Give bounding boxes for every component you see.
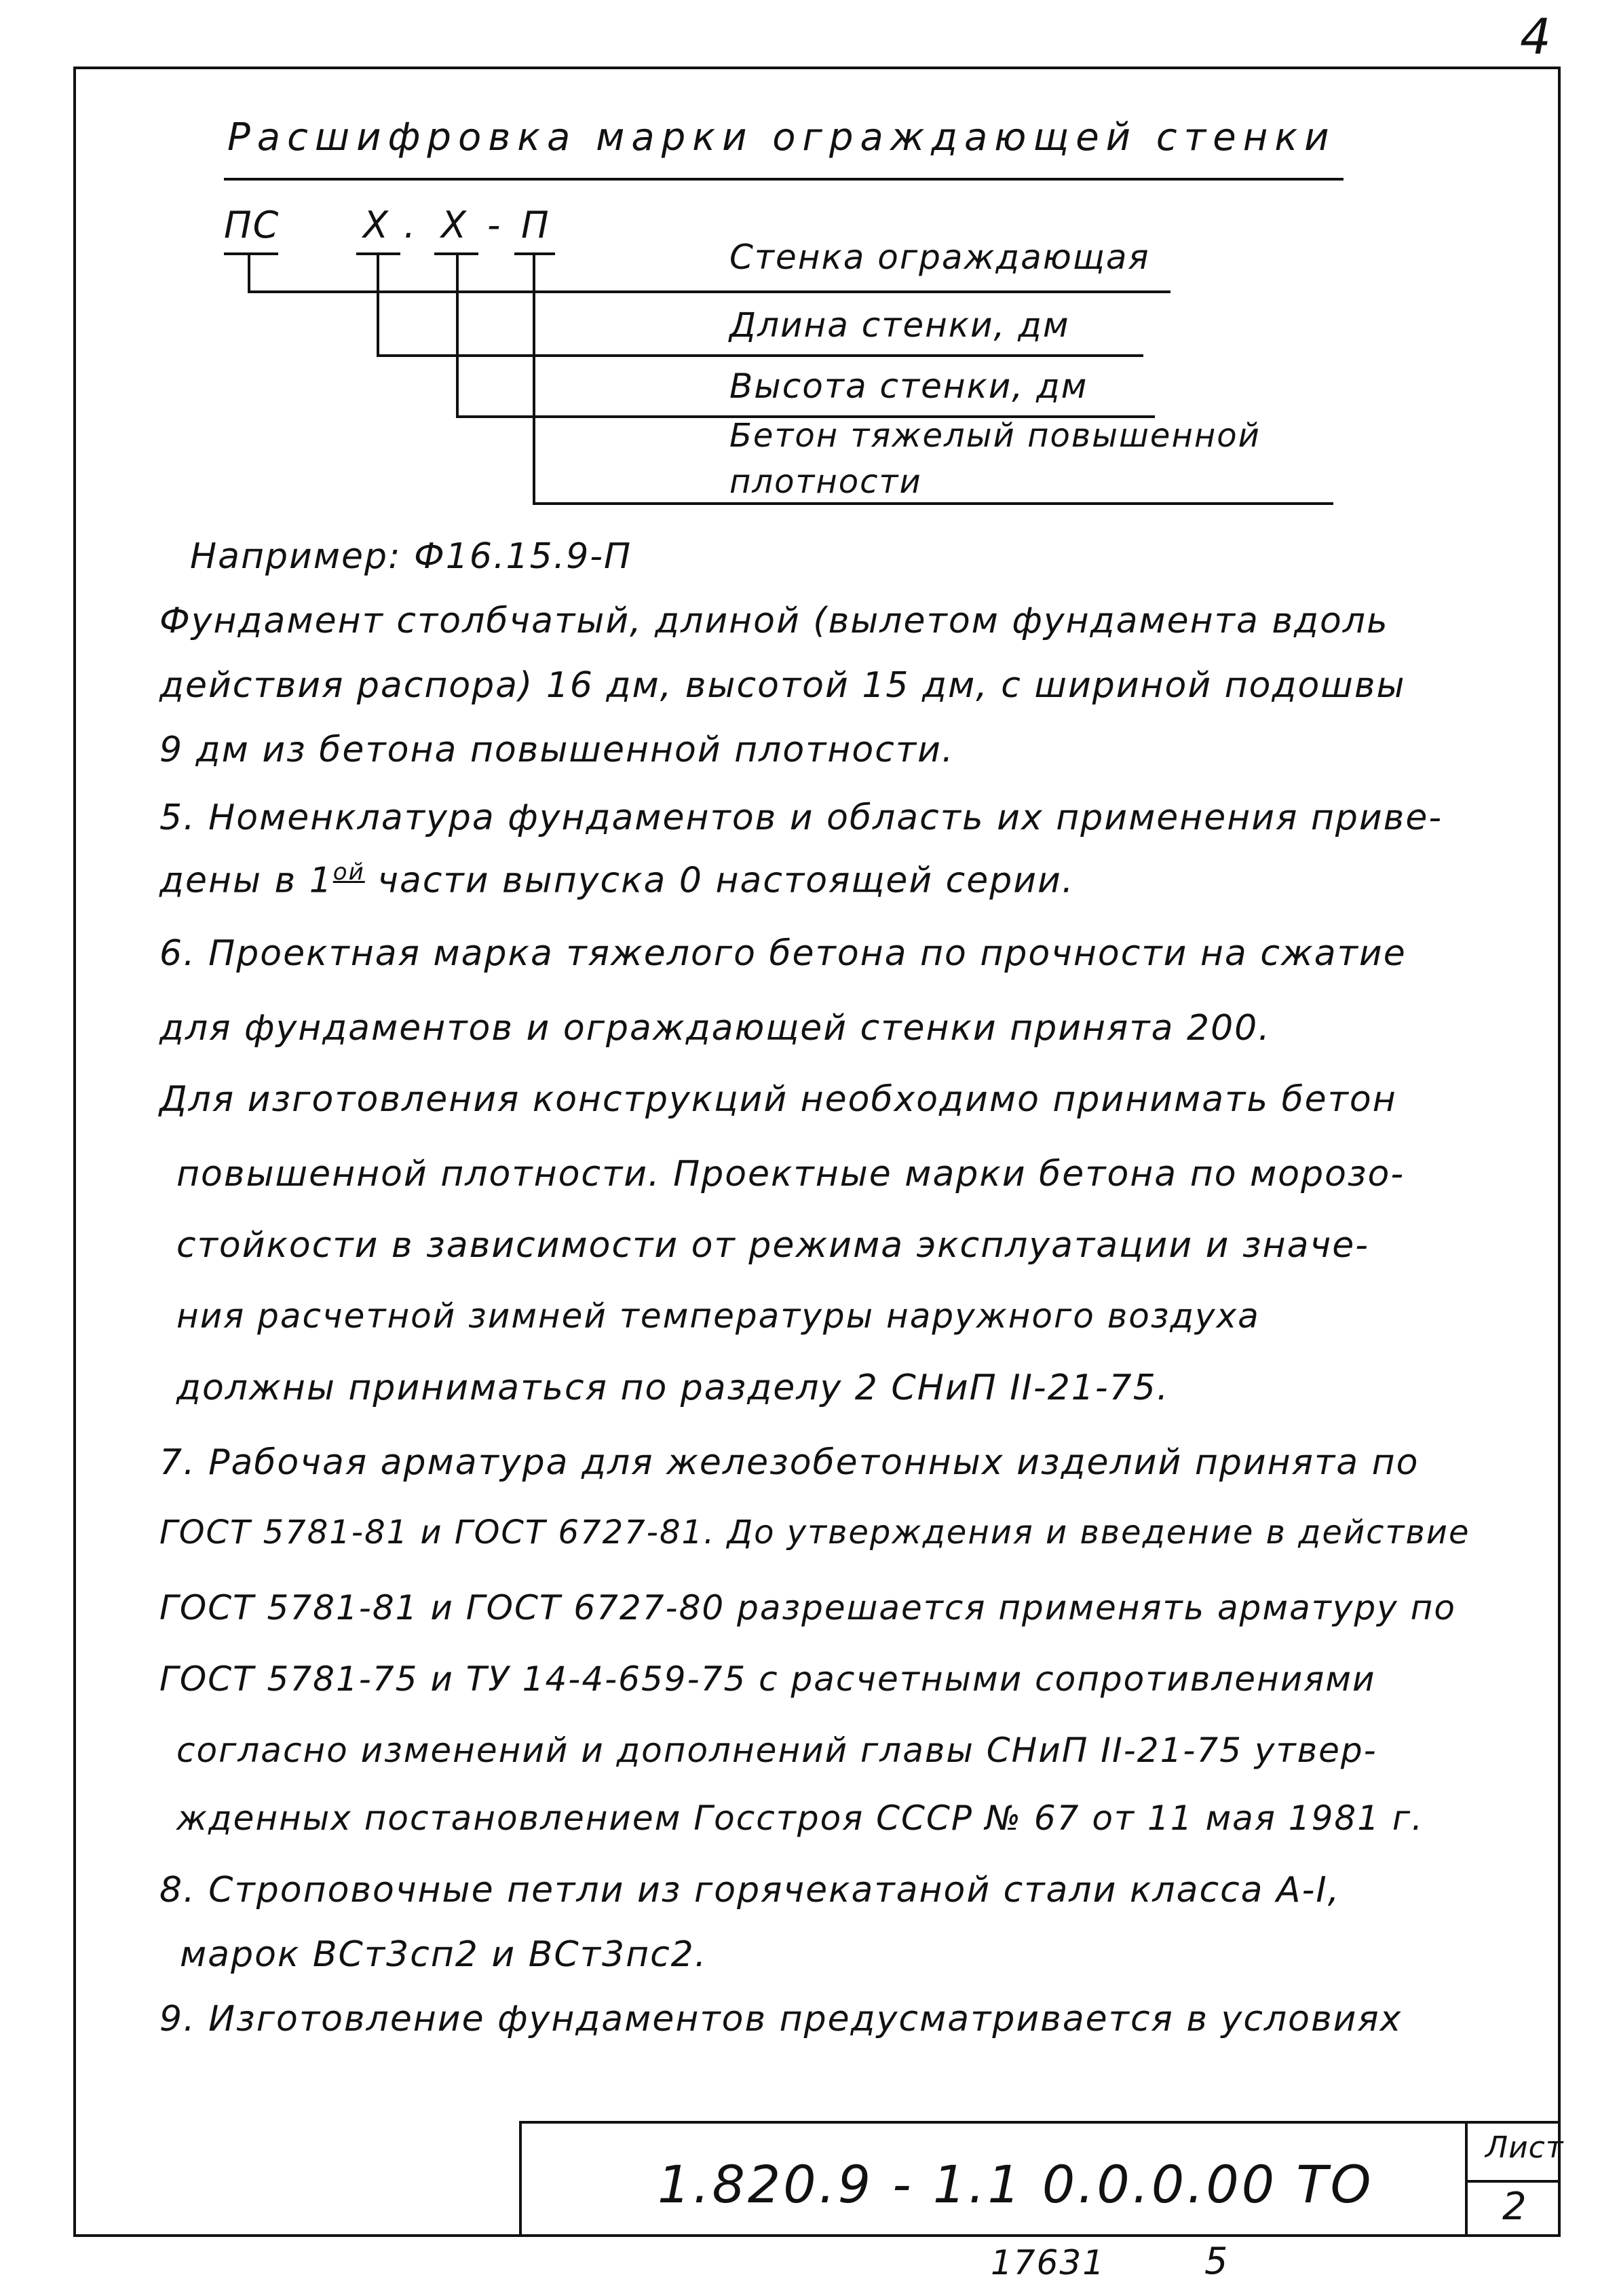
p5-superscript: ой — [332, 859, 365, 886]
page-corner-number: 4 — [1520, 8, 1551, 65]
legend-concrete-2: плотности — [729, 463, 922, 501]
format-number: 5 — [1204, 2240, 1230, 2282]
p6-line-3: Для изготовления конструкций необходимо принимать бетон — [159, 1079, 1397, 1120]
heading-underline — [224, 178, 1344, 181]
mark-code-x1: Х — [363, 204, 389, 246]
underline-pc — [224, 252, 278, 255]
leader-p-vertical — [533, 252, 535, 505]
title-block — [519, 2121, 1564, 2237]
p7-line-3: ГОСТ 5781-81 и ГОСТ 6727-80 разрешается применять арматуру по — [159, 1588, 1456, 1627]
p6-line-6: ния расчетной зимней температуры наружного воздуха — [176, 1296, 1260, 1336]
leader-pc-vertical — [248, 252, 250, 293]
sheet-number: 2 — [1502, 2185, 1528, 2229]
p6-line-7: должны приниматься по разделу 2 СНиП II-21-75. — [176, 1368, 1170, 1408]
p7-line-6: жденных постановлением Госстроя СССР № 67 от 11 мая 1981 г. — [176, 1799, 1424, 1838]
p8-line-2: марок ВСт3сп2 и ВСт3пс2. — [180, 1934, 708, 1975]
legend-height: Высота стенки, дм — [729, 366, 1088, 406]
p7-line-5: согласно изменений и дополнений главы СНиП II-21-75 утвер- — [176, 1731, 1377, 1770]
mark-code-p: П — [521, 204, 550, 246]
p6-line-4: повышенной плотности. Проектные марки бетона по морозо- — [176, 1154, 1405, 1194]
stamp-sheet-divider — [1465, 2180, 1561, 2183]
mark-code-pc: ПС — [224, 204, 280, 246]
mark-dot: . — [404, 204, 417, 246]
inventory-number: 17631 — [991, 2243, 1106, 2282]
p6-line-1: 6. Проектная марка тяжелого бетона по прочности на сжатие — [159, 933, 1407, 974]
leader-x2-vertical — [456, 252, 459, 418]
document-designation: 1.820.9 - 1.1 0.0.0.00 ТО — [658, 2154, 1374, 2215]
example-line-2: действия распора) 16 дм, высотой 15 дм, с шириной подошвы — [159, 665, 1406, 706]
legend-wall: Стенка ограждающая — [729, 238, 1150, 277]
p5-line-2 — [159, 859, 1074, 901]
p7-line-4: ГОСТ 5781-75 и ТУ 14-4-659-75 с расчетными сопротивлениями — [159, 1659, 1376, 1699]
example-line-3: 9 дм из бетона повышенной плотности. — [159, 730, 955, 770]
p7-line-2: ГОСТ 5781-81 и ГОСТ 6727-81. До утверждения и введение в действие — [159, 1513, 1470, 1551]
leader-x1-vertical — [377, 252, 379, 357]
legend-length: Длина стенки, дм — [729, 305, 1070, 345]
leader-p-horizontal — [533, 502, 1333, 505]
p5-line-2-a: дены в 1 — [159, 860, 333, 901]
heading: Расшифровка марки ограждающей стенки — [227, 115, 1336, 159]
p7-line-1: 7. Рабочая арматура для железобетонных изделий принята по — [159, 1442, 1420, 1483]
mark-code-x2: Х — [441, 204, 468, 246]
p8-line-1: 8. Строповочные петли из горячекатаной стали класса А-I, — [159, 1870, 1341, 1911]
sheet-label: Лист — [1485, 2130, 1564, 2165]
example-line-1: Фундамент столбчатый, длиной (вылетом фундамента вдоль — [159, 601, 1389, 641]
p5-line-2-b: части выпуска 0 настоящей серии. — [364, 860, 1075, 901]
leader-x1-horizontal — [377, 354, 1143, 357]
p5-line-1: 5. Номенклатура фундаментов и область их применения приве- — [159, 797, 1443, 838]
example-title: Например: Ф16.15.9-П — [190, 536, 632, 577]
p6-line-5: стойкости в зависимости от режима эксплуатации и значе- — [176, 1225, 1369, 1266]
p9-line-1: 9. Изготовление фундаментов предусматривается в условиях — [159, 1999, 1403, 2039]
p6-line-2: для фундаментов и ограждающей стенки принята 200. — [159, 1008, 1271, 1049]
mark-dash: - — [487, 204, 502, 246]
leader-pc-horizontal — [248, 290, 1170, 293]
legend-concrete-1: Бетон тяжелый повышенной — [729, 417, 1261, 455]
